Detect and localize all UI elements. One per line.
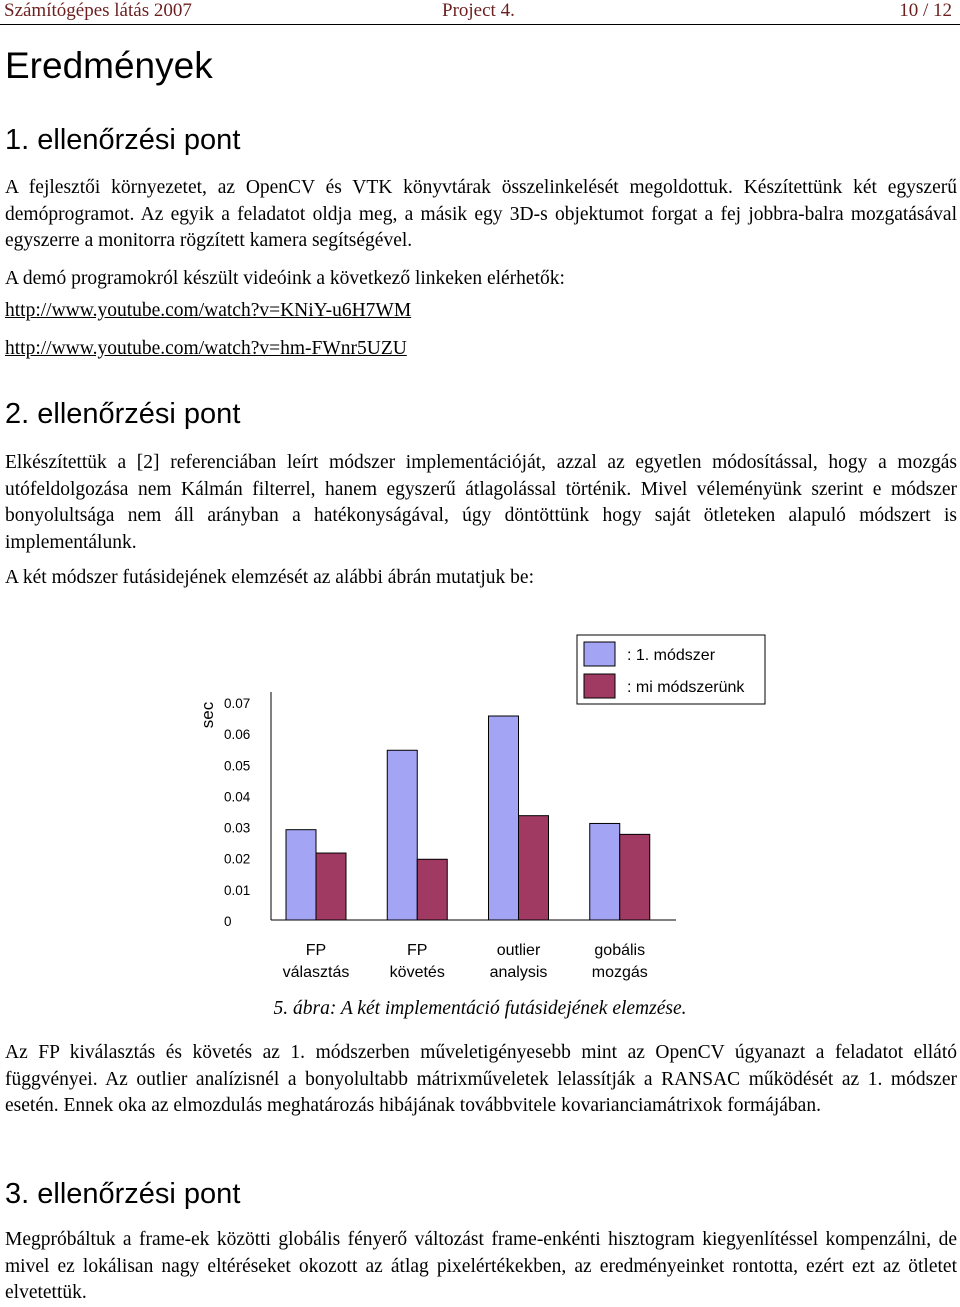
section2-heading: 2. ellenőrzési pont	[5, 398, 241, 430]
section1-paragraph-2: A demó programokról készült videóink a következő linkeken elérhetők:	[5, 268, 565, 289]
x-tick-label: választás	[282, 964, 350, 981]
section2-paragraph-1: Elkészítettük a [2] referenciában leírt módszer implementációját, azzal az egyetlen módosítással, hogy a mozgás utófeldolgozása nem Kálmán filterrel, hanem egyszerű átlagolással történik. Mivel véleményünk szerint e módszer bonyolultsága nem áll arányban a hatékonyságával, úgy döntöttünk hogy saját ötleteken alapuló módszert is implementálunk.	[5, 452, 957, 553]
video-link-1[interactable]: http://www.youtube.com/watch?v=KNiY-u6H7WM	[5, 300, 412, 321]
section2-paragraph-3: Az FP kiválasztás és követés az 1. módszerben műveletigényesebb mint az OpenCV úgyanazt a feladatot ellátó függvényei. Az outlier analízisnél a bonyolultabb mátrixműveletek lelassítják a RANSAC működését az 1. módszer esetén. Ennek oka az elmozdulás meghatározás hibájának továbbvitele kovarianciamátrixok formájában.	[5, 1042, 957, 1116]
page-title: Eredmények	[5, 45, 213, 86]
video-link-2[interactable]: http://www.youtube.com/watch?v=hm-FWnr5UZU	[5, 338, 407, 359]
legend-label: : mi módszerünk	[627, 679, 745, 696]
x-tick-label: követés	[389, 964, 445, 981]
legend-swatch	[584, 642, 615, 666]
y-axis-label: sec	[198, 701, 217, 729]
x-tick-label: FP	[305, 942, 327, 959]
section2-paragraph-2: A két módszer futásidejének elemzését az alábbi ábrán mutatjuk be:	[5, 567, 534, 588]
y-tick-label: 0	[224, 914, 232, 929]
legend-label: : 1. módszer	[627, 647, 716, 664]
header-course: Számítógépes látás 2007	[4, 0, 192, 21]
figure-caption: 5. ábra: A két implementáció futásidejének elemzése.	[273, 998, 687, 1019]
y-tick-label: 0.07	[224, 696, 251, 711]
y-tick-label: 0.05	[224, 758, 251, 774]
x-tick-label: analysis	[489, 964, 548, 981]
section1-heading: 1. ellenőrzési pont	[5, 124, 241, 156]
header-page-number: 10 / 12	[899, 0, 952, 21]
bar-our-method	[316, 853, 346, 920]
y-tick-label: 0.06	[224, 727, 251, 743]
bar-our-method	[519, 816, 549, 920]
section3-heading: 3. ellenőrzési pont	[5, 1178, 241, 1210]
section3-paragraph-1: Megpróbáltuk a frame-ek közötti globális fényerő változást frame-enkénti hisztogram kiegyenlítéssel kompenzálni, de mivel ez lokálisan nagy eltéréseket okozott az átlag pixelértékekben, az eredményeinket rontotta, ezért ezt az ötletet elvetettük.	[5, 1229, 957, 1303]
bar-method-1	[286, 830, 316, 920]
bar-method-1	[489, 716, 519, 920]
y-tick-label: 0.02	[224, 851, 251, 867]
page-header	[0, 0, 960, 25]
section1-paragraph-1: A fejlesztői környezetet, az OpenCV és VTK könyvtárak összelinkelését megoldottuk. Készítettünk két egyszerű demóprogramot. Az egyik a feladatot oldja meg, a másik egy 3D-s objektumot forgat a fej jobbra-balra mozgatásával egyszerre a monitorra rögzített kamera segítségével.	[5, 177, 957, 251]
y-tick-label: 0.01	[224, 882, 251, 898]
x-tick-label: FP	[407, 942, 428, 959]
bar-method-1	[387, 750, 417, 920]
y-tick-label: 0.03	[224, 820, 251, 836]
y-tick-label: 0.04	[224, 789, 251, 805]
x-tick-label: gobális	[594, 942, 646, 959]
x-tick-label: outlier	[496, 942, 541, 959]
bar-method-1	[590, 823, 620, 920]
legend-swatch	[584, 674, 615, 698]
bar-our-method	[417, 859, 447, 920]
runtime-chart	[0, 620, 960, 990]
bar-our-method	[620, 834, 650, 920]
header-project: Project 4.	[442, 0, 515, 21]
x-tick-label: mozgás	[591, 964, 648, 981]
